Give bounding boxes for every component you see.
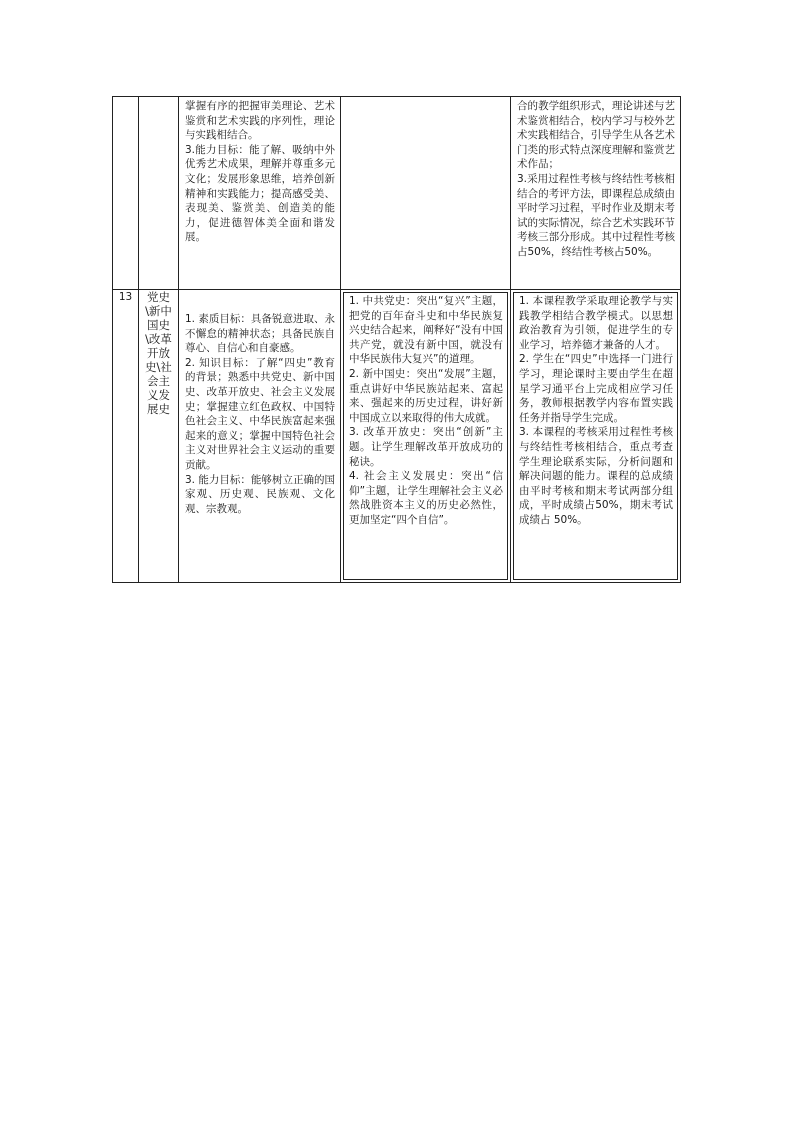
table-row (113, 97, 681, 290)
method-item: 2. 学生在“四史”中选择一门进行学习，理论课时主要由学生在超星学习通平台上完成相应学习任务，教师根据教学内容布置实践任务并指导学生完成。 (519, 353, 673, 424)
method-item: 3.采用过程性考核与终结性考核相结合的考评方法，即课程总成绩由平时学习过程，平时作业及期末考试的实际情况，综合艺术实践环节考核三部分形成。其中过程性考核占50%，终结性考核占50%。 (517, 172, 675, 258)
content-item: 3. 改革开放史：突出“创新”主题。让学生理解改革开放成功的秘诀。 (349, 426, 503, 468)
method-item: 1. 本课程教学采取理论教学与实践教学相结合教学模式。以思想政治教育为引领，促进学生的专业学习，培养德才兼备的人才。 (519, 295, 673, 351)
course-name: 党史\新中国史\改革开放史\社会主义发展史 (145, 290, 172, 416)
course-name-cell (139, 290, 179, 583)
content-cell (341, 290, 511, 583)
content-item: 4. 社会主义发展史：突出“信仰”主题，让学生理解社会主义必然战胜资本主义的历史必然性，更加坚定“四个自信”。 (349, 470, 503, 526)
objective-item: 2. 知识目标：了解“四史”教育的背景；熟悉中共党史、新中国史、改革开放史、社会主义发展史；掌握建立红色政权、中国特色社会主义、中华民族富起来强起来的意义；掌握中国特色社会主义对世界社会主义运动的重要贡献。 (185, 356, 335, 471)
objective-item: 3.能力目标：能了解、吸纳中外优秀艺术成果，理解并尊重多元文化；发展形象思维，培养创新精神和实践能力；提高感受美、表现美、鉴赏美、创造美的能力，促进德智体美全面和谐发展。 (185, 143, 335, 244)
methods-cell (511, 290, 681, 583)
row-number-text: 13 (118, 291, 133, 303)
objective-item: 掌握有序的把握审美理论、艺术鉴赏和艺术实践的序列性，理论与实践相结合。 (185, 100, 335, 142)
method-item: 合的教学组织形式，理论讲述与艺术鉴赏相结合，校内学习与校外艺术实践相结合，引导学生从各艺术门类的形式特点深度理解和鉴赏艺术作品； (517, 100, 675, 171)
table-row (113, 290, 681, 583)
methods-cell (511, 97, 681, 290)
course-table (112, 96, 681, 583)
objective-item: 1. 素质目标：具备锐意进取、永不懈怠的精神状态；具备民族自尊心、自信心和自豪感。 (185, 313, 335, 355)
course-name-cell (139, 97, 179, 290)
content-item: 1. 中共党史：突出“复兴”主题，把党的百年奋斗史和中华民族复兴史结合起来，阐释好“没有中国共产党，就没有新中国，就没有中华民族伟大复兴”的道理。 (349, 295, 503, 366)
row-number (113, 97, 139, 290)
row-number (113, 290, 139, 583)
content-item: 2. 新中国史：突出“发展”主题，重点讲好中华民族站起来、富起来、强起来的历史过程，讲好新中国成立以来取得的伟大成就。 (349, 367, 503, 424)
method-item: 3. 本课程的考核采用过程性考核与终结性考核相结合，重点考查学生理论联系实际，分析问题和解决问题的能力。课程的总成绩由平时考核和期末考试两部分组成，平时成绩占50%，期末考试成绩占 50%。 (519, 426, 673, 526)
content-cell (341, 97, 511, 290)
objectives-cell (179, 290, 341, 583)
objective-item: 3. 能力目标：能够树立正确的国家观、历史观、民族观、文化观、宗教观。 (185, 473, 335, 515)
objectives-cell (179, 97, 341, 290)
